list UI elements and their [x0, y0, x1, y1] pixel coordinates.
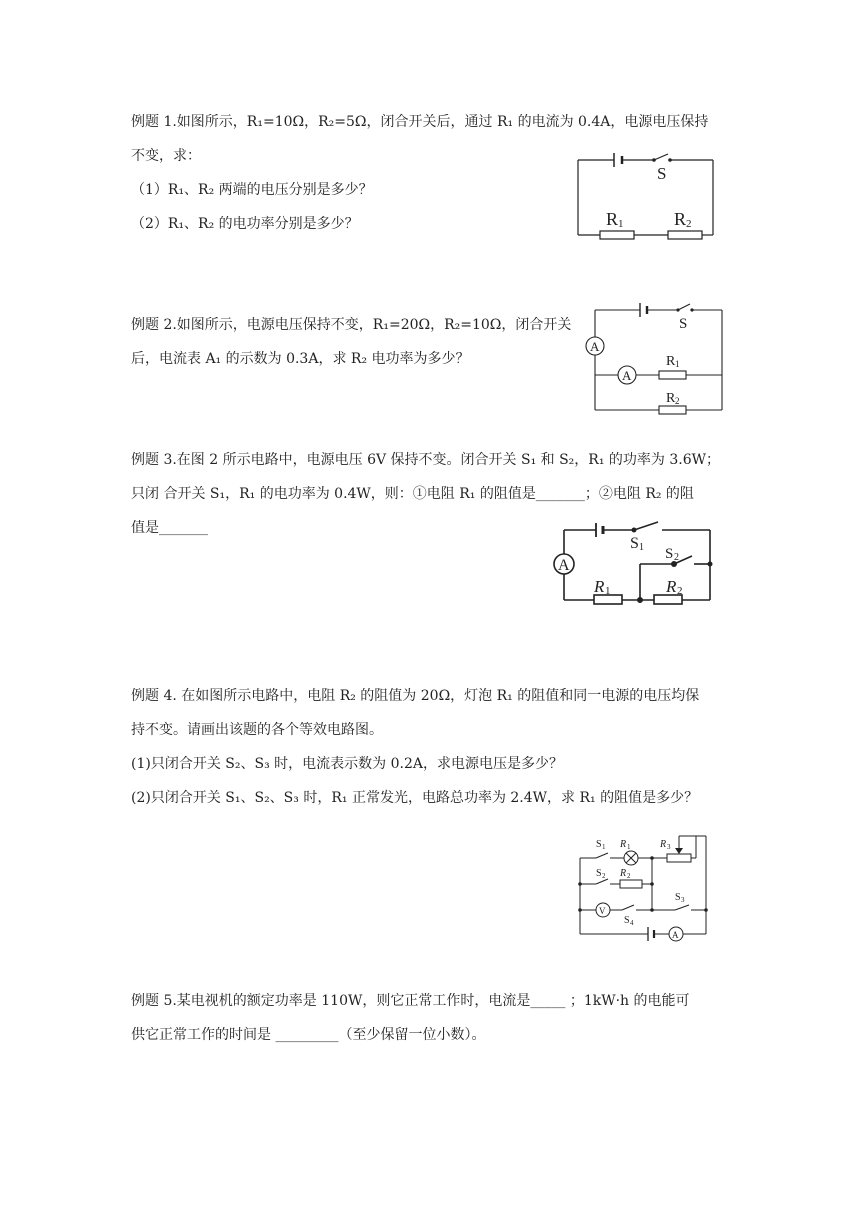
q3-ammeter-label: A [558, 557, 570, 574]
q4-s2-sub: 2 [602, 872, 606, 880]
q4-r2-sub: 2 [627, 872, 631, 880]
q4-s2-label: S [596, 868, 602, 879]
q1-r1-label: R [606, 209, 619, 229]
q1-r2-label: R [674, 209, 687, 229]
q4-r3-label: R [660, 839, 667, 850]
q2-ammeter-a1-label: A [622, 368, 632, 383]
q4-s1-label: S [596, 839, 602, 850]
q4-question-1: (1)只闭合开关 S₂、S₃ 时，电流表示数为 0.2A，求电源电压是多少？ [131, 756, 563, 772]
q4-circuit-diagram [572, 828, 720, 946]
q4-s4-label: S [624, 915, 630, 926]
q4-r1-label: R [620, 839, 627, 850]
q4-line-1: 例题 4. 在如图所示电路中，电阻 R₂ 的阻值为 20Ω，灯泡 R₁ 的阻值和同一电源的电压均保 [131, 688, 700, 704]
q4-r3-sub: 3 [667, 843, 671, 851]
q2-r1-sub: 1 [675, 359, 680, 369]
q4-s4-sub: 4 [630, 919, 634, 927]
q1-line-1: 例题 1.如图所示，R₁=10Ω，R₂=5Ω，闭合开关后，通过 R₁ 的电流为 0.4A，电源电压保持 [131, 114, 709, 130]
q3-circuit-diagram [548, 518, 718, 608]
q3-r2-label: R [666, 577, 677, 596]
q2-ammeter-a-label: A [590, 339, 600, 354]
q3-r2-sub: 2 [677, 585, 683, 597]
q2-r2-label: R [666, 391, 676, 406]
q1-r2-sub: 2 [686, 218, 692, 230]
q5-line-1: 例题 5.某电视机的额定功率是 110W，则它正常工作时，电流是_____ ；1kW·h 的电能可 [131, 993, 690, 1009]
q1-question-2: （2）R₁、R₂ 的电功率分别是多少？ [131, 216, 359, 232]
q4-ammeter-label: A [672, 930, 679, 940]
q1-circuit-diagram [570, 145, 720, 245]
q1-line-2: 不变，求： [131, 148, 201, 164]
q3-s1-sub: 1 [639, 542, 644, 553]
q3-s2-label: S [665, 546, 674, 562]
q2-line-1: 例题 2.如图所示，电源电压保持不变，R₁=20Ω，R₂=10Ω，闭合开关 [131, 317, 572, 333]
q3-line-3: 值是_______ [131, 520, 208, 536]
q2-r2-sub: 2 [675, 396, 680, 406]
q3-s2-sub: 2 [674, 552, 679, 563]
q2-r1-label: R [666, 354, 676, 369]
q3-s1-label: S [630, 535, 639, 552]
q5-line-2: 供它正常工作的时间是 _________（至少保留一位小数）。 [131, 1027, 486, 1043]
q2-switch-label: S [679, 316, 688, 332]
q1-r1-sub: 1 [618, 218, 624, 230]
q4-line-2: 持不变。请画出该题的各个等效电路图。 [131, 722, 383, 738]
q1-question-1: （1）R₁、R₂ 两端的电压分别是多少？ [131, 182, 373, 198]
q3-line-2: 只闭 合开关 S₁，R₁ 的电功率为 0.4W，则：①电阻 R₁ 的阻值是_______；②电阻 R₂ 的阻 [131, 486, 694, 502]
q4-s3-sub: 3 [681, 896, 685, 904]
q1-switch-label: S [657, 164, 667, 183]
q4-question-2: (2)只闭合开关 S₁、S₂、S₃ 时，R₁ 正常发光，电路总功率为 2.4W，求 R₁ 的阻值是多少？ [131, 790, 699, 806]
q2-line-2: 后，电流表 A₁ 的示数为 0.3A，求 R₂ 电功率为多少？ [131, 351, 470, 367]
q4-s1-sub: 1 [602, 843, 606, 851]
q4-voltmeter-label: V [599, 906, 606, 916]
q4-r1-sub: 1 [627, 843, 631, 851]
q3-line-1: 例题 3.在图 2 所示电路中，电源电压 6V 保持不变。闭合开关 S₁ 和 S₂，R₁ 的功率为 3.6W； [131, 452, 720, 468]
q4-s3-label: S [675, 892, 681, 903]
q2-circuit-diagram [582, 295, 728, 415]
q3-r1-label: R [594, 577, 605, 596]
q3-r1-sub: 1 [605, 585, 611, 597]
q4-r2-label: R [620, 868, 627, 879]
